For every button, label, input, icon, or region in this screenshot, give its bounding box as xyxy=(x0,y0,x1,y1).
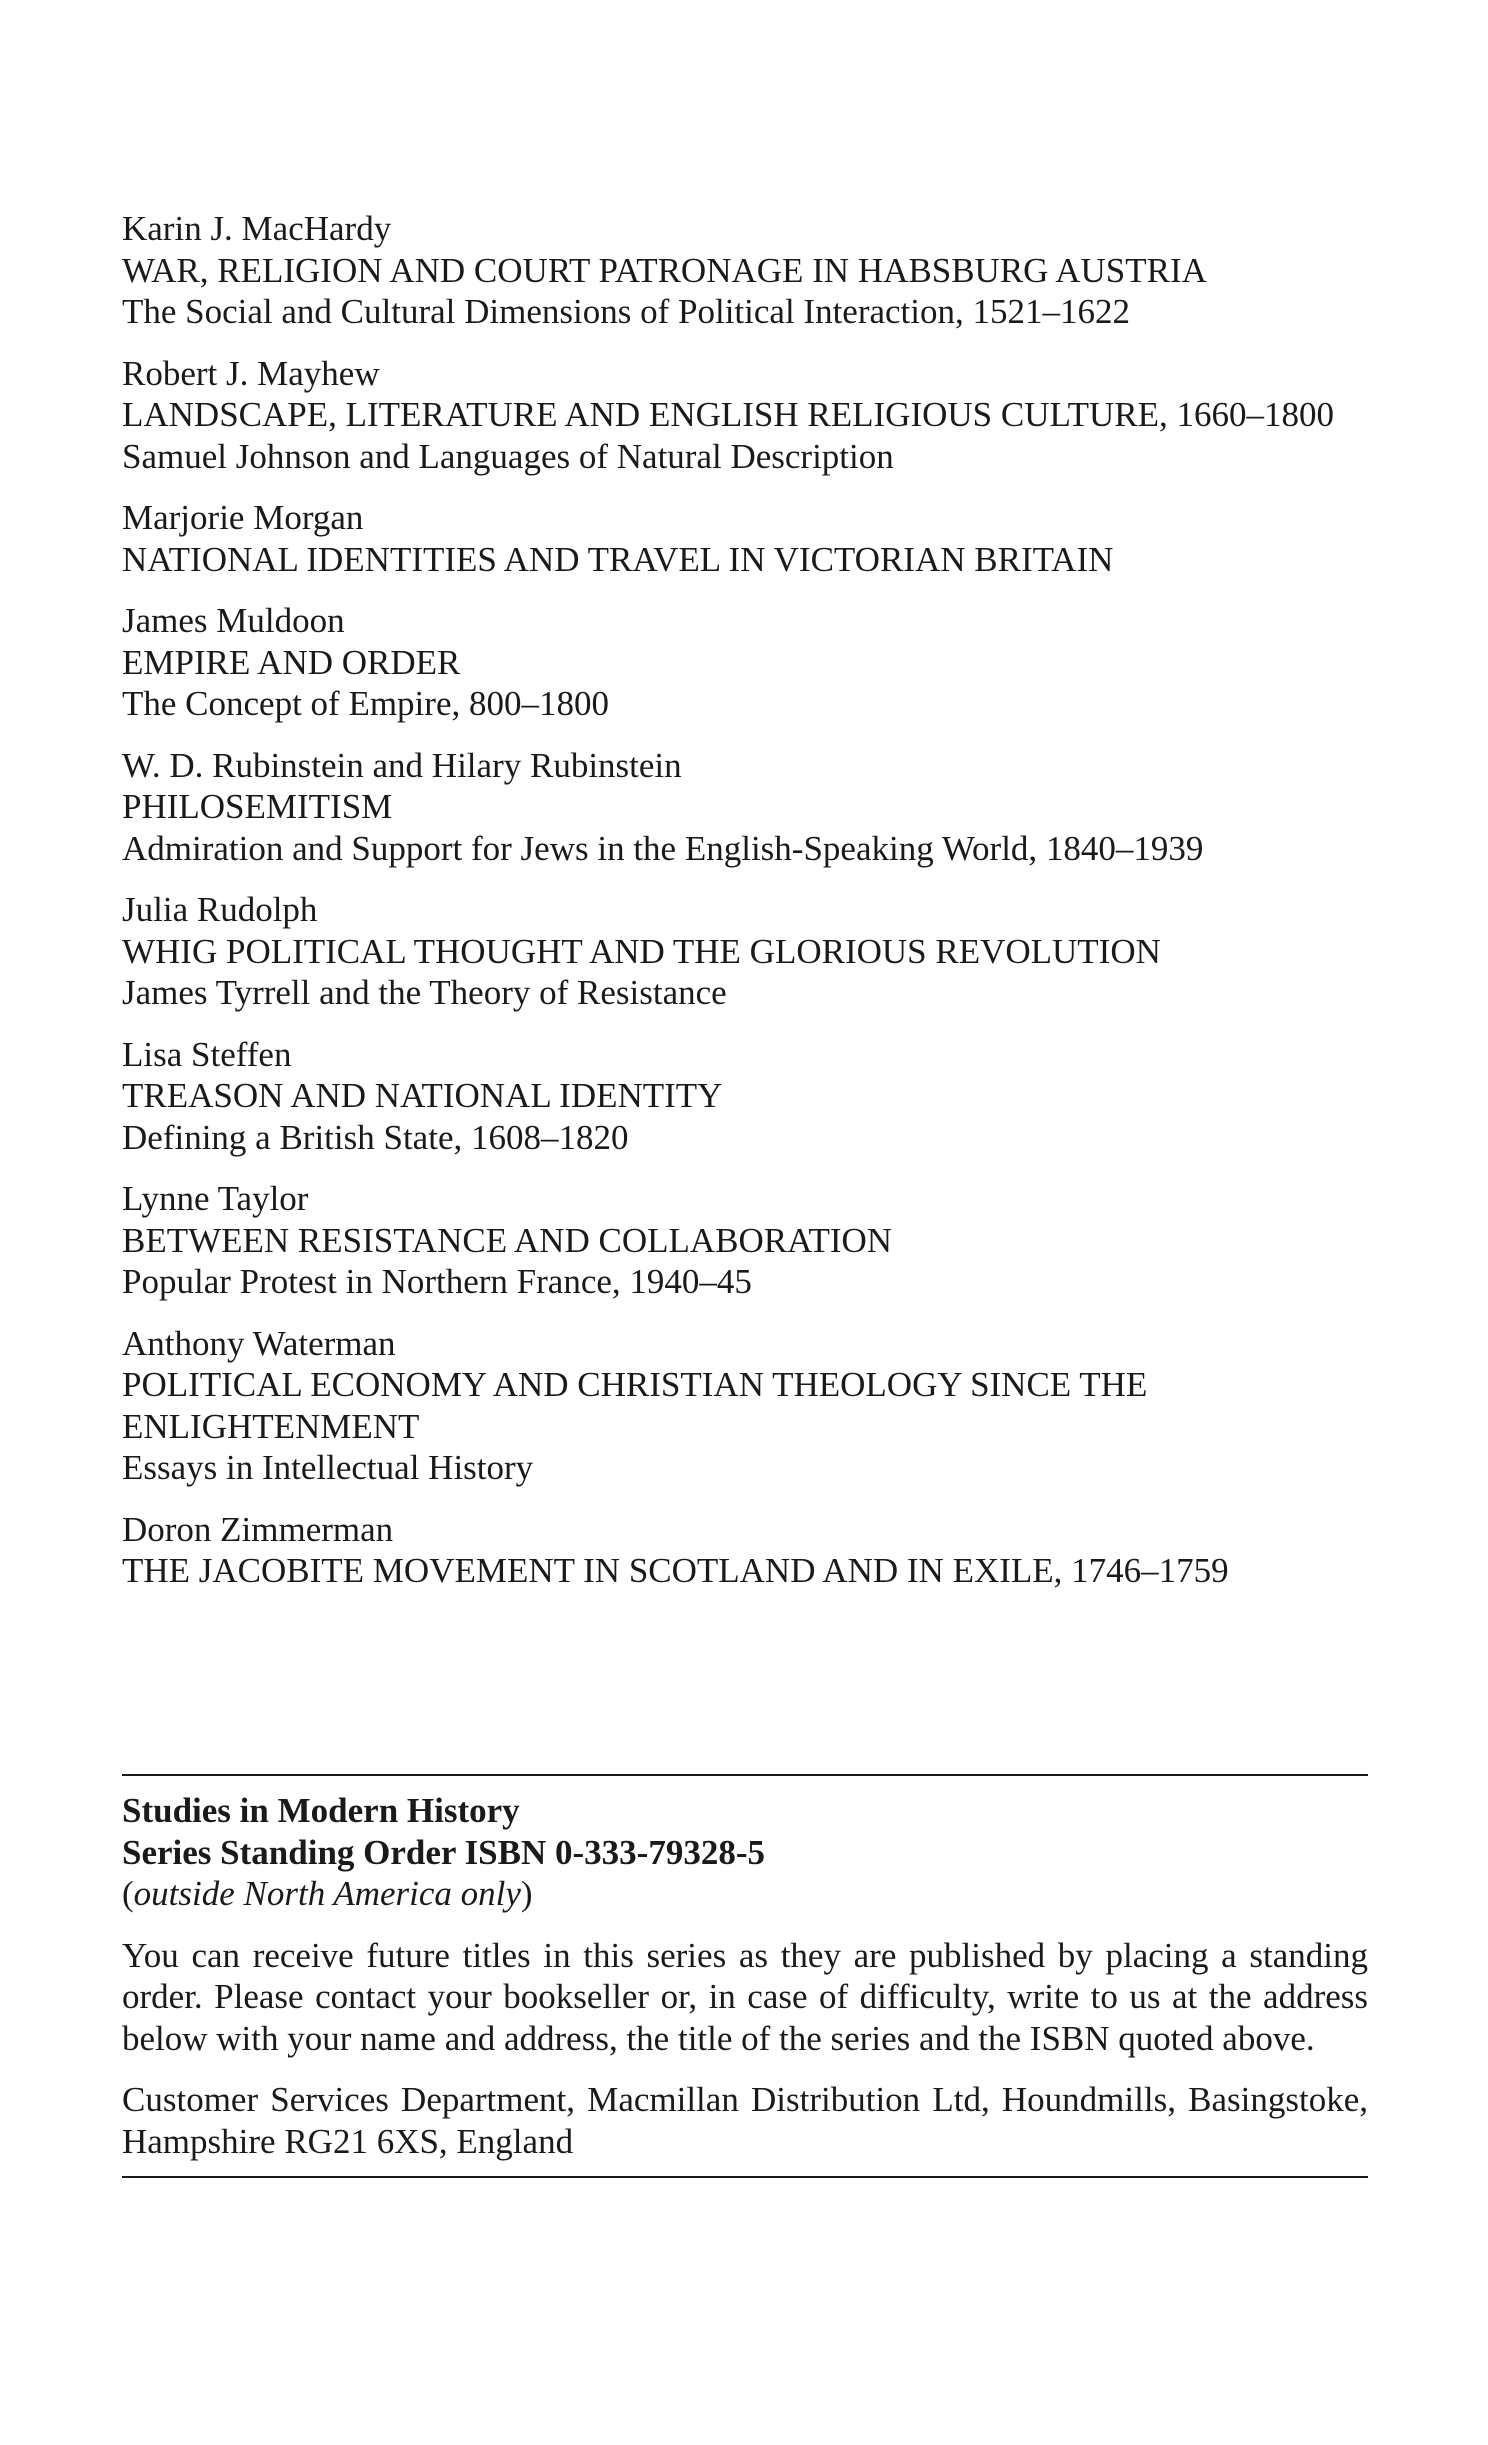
entry-title: POLITICAL ECONOMY AND CHRISTIAN THEOLOGY SINCE THE ENLIGHTENMENT xyxy=(122,1365,1148,1446)
entry-title: WHIG POLITICAL THOUGHT AND THE GLORIOUS REVOLUTION xyxy=(122,931,1161,971)
customer-services-address: Customer Services Department, Macmillan Distribution Ltd, Houndmills, Basingstoke, Hampshire RG21 6XS, England xyxy=(122,2080,1368,2161)
entry-author: Julia Rudolph xyxy=(122,890,318,929)
series-header xyxy=(122,1790,1368,1915)
entry-subtitle: Popular Protest in Northern France, 1940–45 xyxy=(122,1262,752,1301)
entry-author: Karin J. MacHardy xyxy=(122,209,392,248)
entry-title: WAR, RELIGION AND COURT PATRONAGE IN HABSBURG AUSTRIA xyxy=(122,250,1207,290)
entry-author: W. D. Rubinstein and Hilary Rubinstein xyxy=(122,745,682,785)
list-item xyxy=(122,889,1368,1014)
entry-author: Anthony Waterman xyxy=(122,1323,396,1363)
entry-author: Doron Zimmerman xyxy=(122,1509,394,1549)
entry-subtitle: Essays in Intellectual History xyxy=(122,1448,534,1487)
list-item xyxy=(122,1178,1368,1303)
list-item xyxy=(122,208,1368,333)
standing-order-paragraph: You can receive future titles in this series as they are published by placing a standing order. Please contact your bookseller or, in case of difficulty, write to us at the address below with your name and address, the title of the series and the ISBN quoted above. xyxy=(122,1935,1368,2058)
entry-subtitle: The Concept of Empire, 800–1800 xyxy=(122,684,609,723)
entry-subtitle: Admiration and Support for Jews in the English-Speaking World, 1840–1939 xyxy=(122,828,1204,868)
entry-subtitle: The Social and Cultural Dimensions of Political Interaction, 1521–1622 xyxy=(122,292,1131,331)
entry-title: LANDSCAPE, LITERATURE AND ENGLISH RELIGIOUS CULTURE, 1660–1800 xyxy=(122,395,1335,434)
series-isbn: Series Standing Order ISBN 0-333-79328-5 xyxy=(122,1832,765,1872)
entry-title: EMPIRE AND ORDER xyxy=(122,642,461,682)
entries-list xyxy=(122,208,1368,1592)
entry-subtitle: James Tyrrell and the Theory of Resistance xyxy=(122,973,727,1012)
entry-title: BETWEEN RESISTANCE AND COLLABORATION xyxy=(122,1220,893,1260)
list-item xyxy=(122,353,1368,478)
entry-author: Lisa Steffen xyxy=(122,1034,292,1074)
list-item xyxy=(122,1034,1368,1159)
entry-author: Marjorie Morgan xyxy=(122,498,364,537)
entry-title: NATIONAL IDENTITIES AND TRAVEL IN VICTORIAN BRITAIN xyxy=(122,539,1114,579)
entry-title: PHILOSEMITISM xyxy=(122,787,393,826)
entry-title: THE JACOBITE MOVEMENT IN SCOTLAND AND IN EXILE, 1746–1759 xyxy=(122,1551,1229,1590)
entry-author: Robert J. Mayhew xyxy=(122,353,380,393)
series-name: Studies in Modern History xyxy=(122,1791,520,1830)
note-text: outside North America only xyxy=(133,1874,521,1913)
list-item xyxy=(122,1509,1368,1592)
entry-subtitle: Defining a British State, 1608–1820 xyxy=(122,1117,629,1157)
entry-title: TREASON AND NATIONAL IDENTITY xyxy=(122,1076,723,1115)
book-list xyxy=(122,208,1368,1612)
note-open-paren: ( xyxy=(122,1874,134,1913)
list-item xyxy=(122,497,1368,580)
entry-subtitle: Samuel Johnson and Languages of Natural Description xyxy=(122,436,894,476)
series-note xyxy=(122,1873,1368,1915)
entry-author: James Muldoon xyxy=(122,601,345,640)
list-item xyxy=(122,1323,1368,1489)
entry-author: Lynne Taylor xyxy=(122,1179,309,1218)
note-close-paren: ) xyxy=(520,1874,533,1913)
series-standing-order-box xyxy=(122,1774,1368,2178)
list-item xyxy=(122,600,1368,725)
list-item xyxy=(122,745,1368,870)
